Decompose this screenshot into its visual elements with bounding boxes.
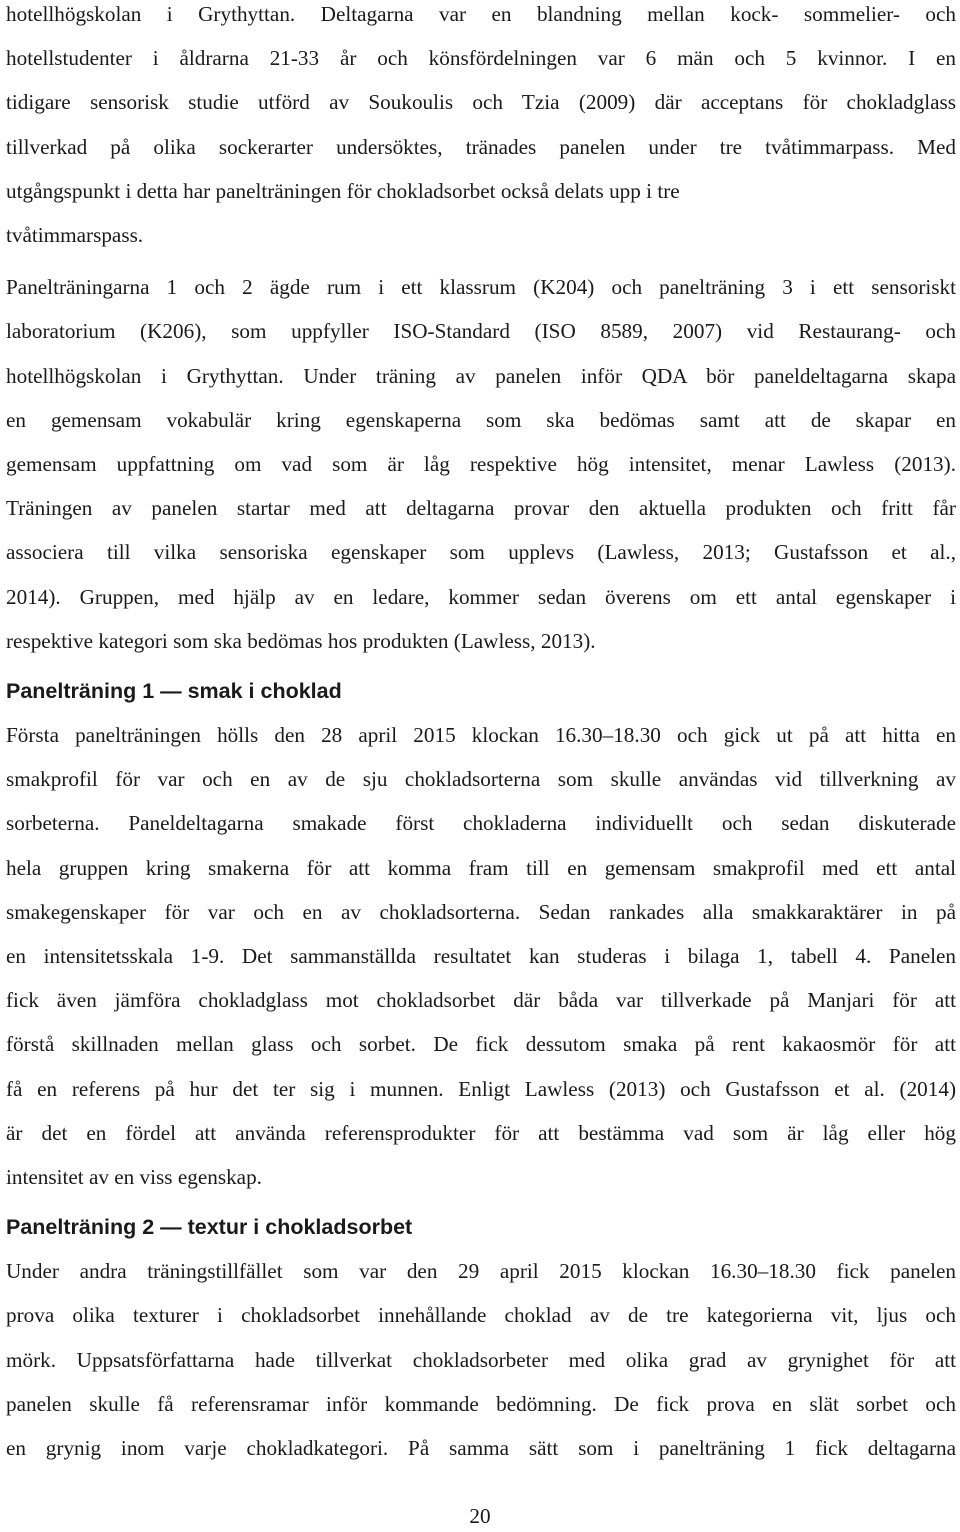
text-line: Första panelträningen hölls den 28 april 2015 klockan 16.30–18.30 och gick ut på att hitta en <box>6 723 956 748</box>
text-line: Under andra träningstillfället som var den 29 april 2015 klockan 16.30–18.30 fick panelen <box>6 1259 956 1284</box>
text-line: hotellstudenter i åldrarna 21-33 år och könsfördelningen var 6 män och 5 kvinnor. I en <box>6 46 956 71</box>
text-line: associera till vilka sensoriska egenskaper som upplevs (Lawless, 2013; Gustafsson et al., <box>6 540 956 565</box>
text-line: smakprofil för var och en av de sju chokladsorterna som skulle användas vid tillverkning av <box>6 767 956 792</box>
text-line: gemensam uppfattning om vad som är låg respektive hög intensitet, menar Lawless (2013). <box>6 452 956 477</box>
paragraph-training-location <box>6 265 956 663</box>
text-line: respektive kategori som ska bedömas hos produkten (Lawless, 2013). <box>6 628 596 653</box>
text-line: laboratorium (K206), som uppfyller ISO-Standard (ISO 8589, 2007) vid Restaurang- och <box>6 319 956 344</box>
text-line: Panelträningarna 1 och 2 ägde rum i ett klassrum (K204) och panelträning 3 i ett sensoriskt <box>6 275 956 300</box>
page-number: 20 <box>469 1504 491 1528</box>
text-line: prova olika texturer i chokladsorbet innehållande choklad av de tre kategorierna vit, ljus och <box>6 1303 956 1328</box>
paragraph-panel-training-1 <box>6 713 956 1199</box>
text-line: en intensitetsskala 1-9. Det sammanställda resultatet kan studeras i bilaga 1, tabell 4. Panelen <box>6 944 956 969</box>
text-line: tvåtimmarspass. <box>6 223 144 248</box>
text-line: en grynig inom varje chokladkategori. På samma sätt som i panelträning 1 fick deltagarna <box>6 1436 956 1461</box>
paragraph-panel-training-2 <box>6 1249 956 1470</box>
text-line: är det en fördel att använda referensprodukter för att bestämma vad som är låg eller hög <box>6 1120 956 1145</box>
text-line: intensitet av en viss egenskap. <box>6 1165 262 1190</box>
text-line: 2014). Gruppen, med hjälp av en ledare, kommer sedan överens om ett antal egenskaper i <box>6 584 956 609</box>
text-line: mörk. Uppsatsförfattarna hade tillverkat chokladsorbeter med olika grad av grynighet för att <box>6 1347 956 1372</box>
text-line: hotellhögskolan i Grythyttan. Deltagarna var en blandning mellan kock- sommelier- och <box>6 2 956 26</box>
text-line: tillverkad på olika sockerarter undersöktes, tränades panelen under tre tvåtimmarpass. Med <box>6 134 956 159</box>
text-line: panelen skulle få referensramar inför kommande bedömning. De fick prova en slät sorbet och <box>6 1391 956 1416</box>
text-line: tidigare sensorisk studie utförd av Soukoulis och Tzia (2009) där acceptans för chokladglass <box>6 90 956 115</box>
section-heading-panel-training-2: Panelträning 2 — textur i chokladsorbet <box>6 1215 413 1240</box>
text-line: hela gruppen kring smakerna för att komma fram till en gemensam smakprofil med ett antal <box>6 855 956 880</box>
text-line: fick även jämföra chokladglass mot chokladsorbet där båda var tillverkade på Manjari för att <box>6 988 956 1013</box>
text-line: Träningen av panelen startar med att deltagarna provar den aktuella produkten och fritt får <box>6 496 956 521</box>
text-line: en gemensam vokabulär kring egenskaperna som ska bedömas samt att de skapar en <box>6 407 956 432</box>
text-line: få en referens på hur det ter sig i munnen. Enligt Lawless (2013) och Gustafsson et al. (2014) <box>6 1076 956 1101</box>
text-line: hotellhögskolan i Grythyttan. Under träning av panelen inför QDA bör paneldeltagarna skapa <box>6 363 956 388</box>
document-page <box>6 0 956 1470</box>
paragraph-participants <box>6 0 956 257</box>
text-line: sorbeterna. Paneldeltagarna smakade först chokladerna individuellt och sedan diskuterade <box>6 811 956 836</box>
text-line: förstå skillnaden mellan glass och sorbet. De fick dessutom smaka på rent kakaosmör för att <box>6 1032 956 1057</box>
text-line: smakegenskaper för var och en av chokladsorterna. Sedan rankades alla smakkaraktärer in på <box>6 899 956 924</box>
text-line: utgångspunkt i detta har panelträningen för chokladsorbet också delats upp i tre <box>6 178 680 203</box>
section-heading-panel-training-1: Panelträning 1 — smak i choklad <box>6 679 342 704</box>
